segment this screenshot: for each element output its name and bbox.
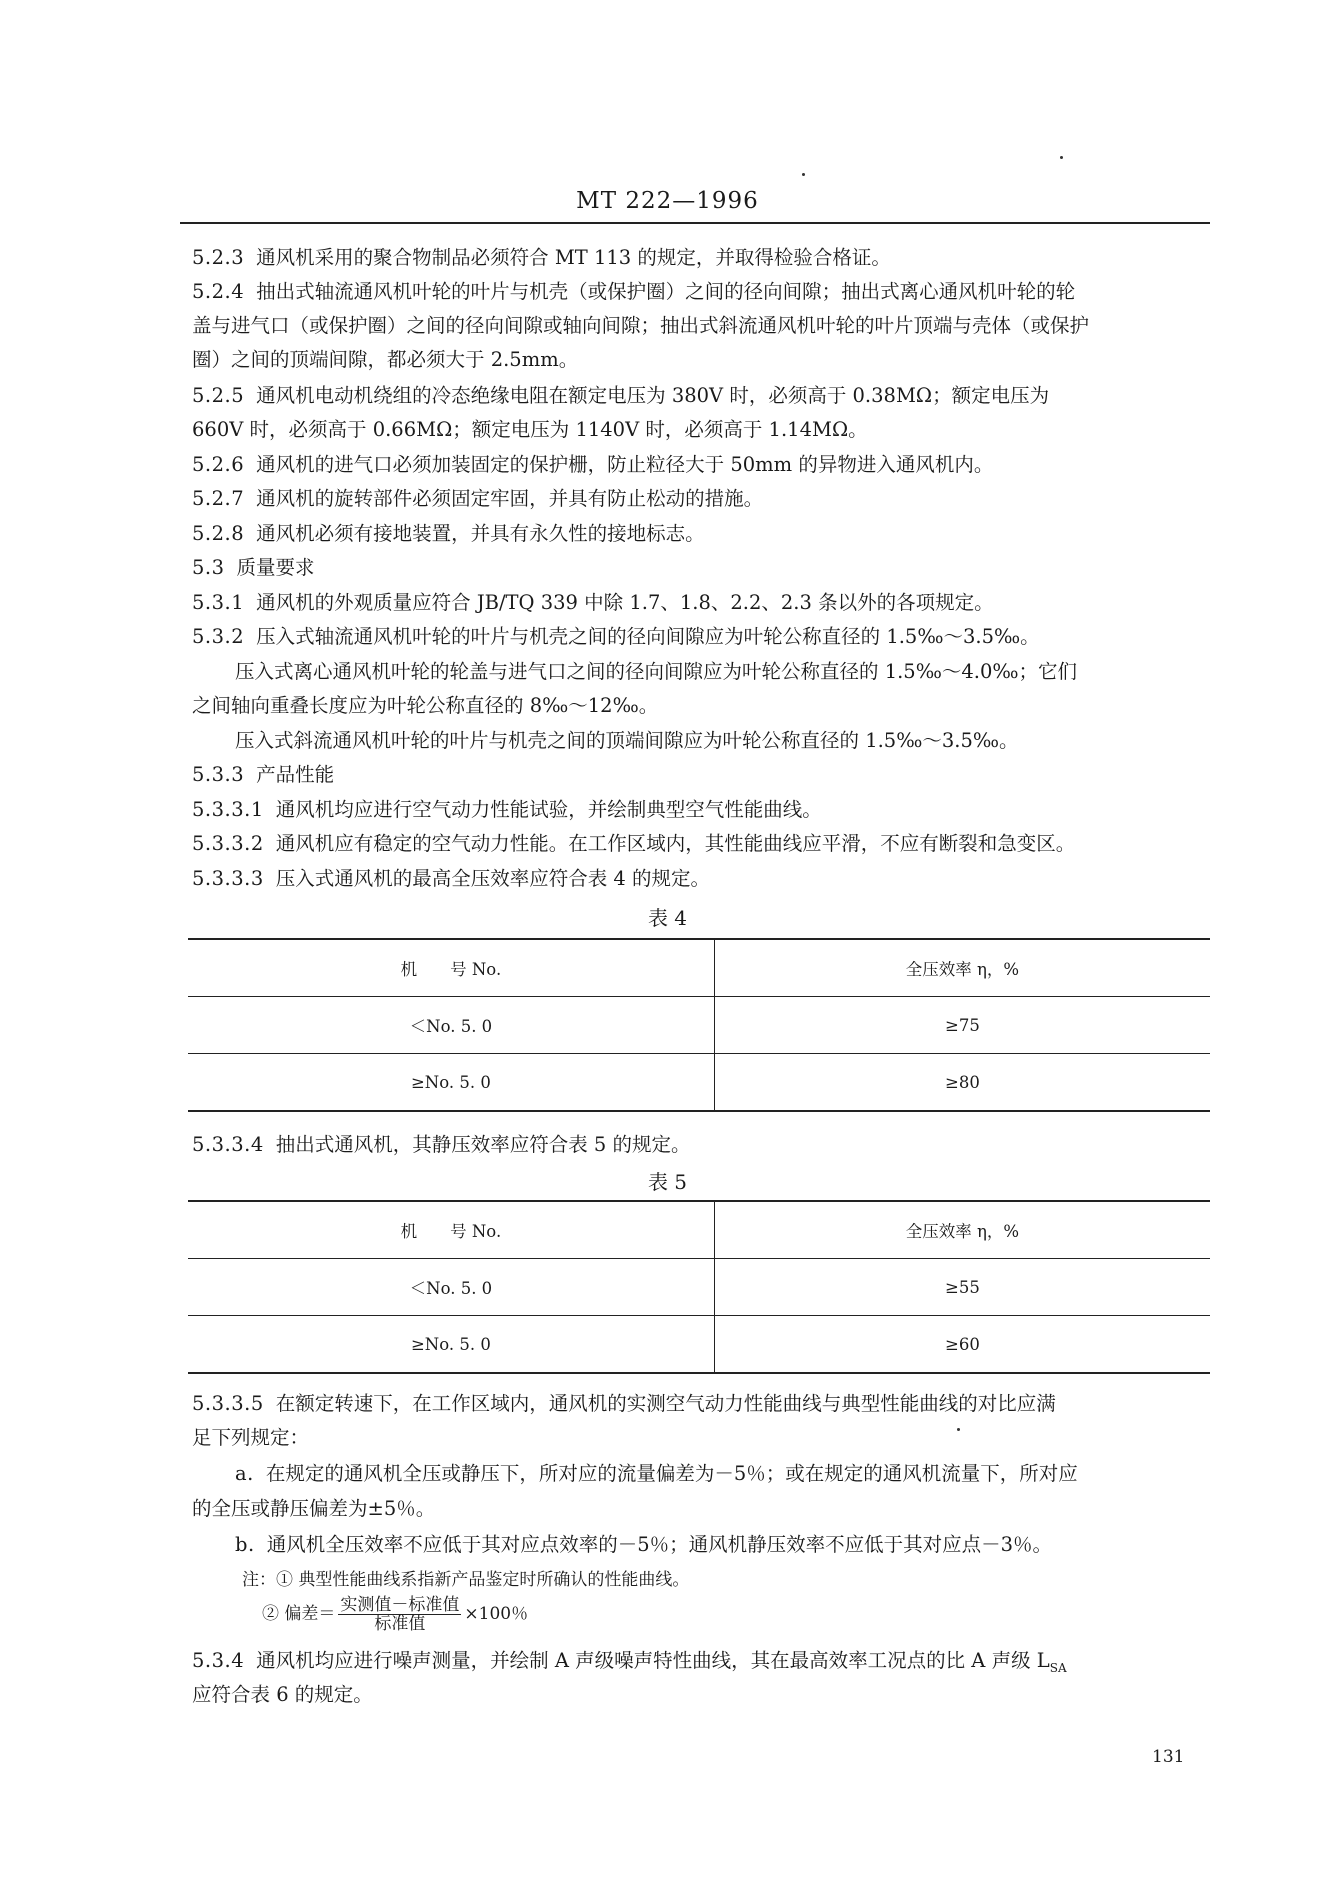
clause-text: 通风机均应进行噪声测量，并绘制 A 声级噪声特性曲线，其在最高效率工况点的比 A 声级 L <box>256 1649 1050 1672</box>
cell-machine-no: ＜No. 5. 0 <box>188 1259 714 1316</box>
table4-title: 表 4 <box>647 906 688 930</box>
clause-5-2-5 <box>192 383 1202 409</box>
lsa-subscript: SA <box>1049 1660 1067 1675</box>
clause-text: 通风机的外观质量应符合 JB/TQ 339 中除 1.7、1.8、2.2、2.3 条以外的各项规定。 <box>256 591 994 614</box>
clause-text: 抽出式轴流通风机叶轮的叶片与机壳（或保护圈）之间的径向间隙；抽出式离心通风机叶轮的轮 <box>256 280 1076 303</box>
clause-number: 5.3.3.2 <box>192 832 264 855</box>
cell-machine-no: ＜No. 5. 0 <box>188 997 714 1054</box>
table-header-row <box>188 939 1210 997</box>
clause-text: 质量要求 <box>236 556 315 579</box>
clause-text: 压入式轴流通风机叶轮的叶片与机壳之间的径向间隙应为叶轮公称直径的 1.5‰～3.5‰。 <box>256 625 1040 648</box>
page-header: MT 222—1996 <box>576 188 759 214</box>
clause-number: 5.2.5 <box>192 384 245 407</box>
clause-number: 5.3.3.4 <box>192 1133 264 1156</box>
clause-5-3-3-4 <box>192 1132 1202 1158</box>
clause-number: 5.3.3.5 <box>192 1392 264 1415</box>
clause-5-2-5-cont: 660V 时，必须高于 0.66MΩ；额定电压为 1140V 时，必须高于 1.14MΩ。 <box>192 418 868 441</box>
item-a-cont: 的全压或静压偏差为±5％。 <box>192 1497 436 1520</box>
clause-5-3-3 <box>192 762 1202 788</box>
note-1: 注：① 典型性能曲线系指新产品鉴定时所确认的性能曲线。 <box>242 1570 690 1590</box>
cell-efficiency: ≥75 <box>714 997 1210 1054</box>
cell-machine-no: ≥No. 5. 0 <box>188 1316 714 1374</box>
clause-5-2-3 <box>192 245 1202 271</box>
clause-text: 在额定转速下，在工作区域内，通风机的实测空气动力性能曲线与典型性能曲线的对比应满 <box>275 1392 1056 1415</box>
cell-efficiency: ≥60 <box>714 1316 1210 1374</box>
clause-number: 5.2.4 <box>192 280 245 303</box>
clause-text: 通风机的旋转部件必须固定牢固，并具有防止松动的措施。 <box>256 487 764 510</box>
clause-number: 5.3.1 <box>192 591 245 614</box>
item-text: 通风机全压效率不应低于其对应点效率的－5％；通风机静压效率不应低于其对应点－3％。 <box>266 1533 1053 1556</box>
clause-number: 5.3.3 <box>192 763 245 786</box>
clause-text: 通风机采用的聚合物制品必须符合 MT 113 的规定，并取得检验合格证。 <box>256 246 891 269</box>
cell-machine-no: ≥No. 5. 0 <box>188 1054 714 1112</box>
scan-speck <box>802 173 805 176</box>
clause-text: 通风机电动机绕组的冷态绝缘电阻在额定电压为 380V 时，必须高于 0.38MΩ；额定电压为 <box>256 384 1050 407</box>
clause-5-3-3-5-cont: 足下列规定： <box>192 1426 310 1449</box>
table5-title: 表 5 <box>647 1170 688 1194</box>
deviation-formula <box>338 1596 461 1633</box>
clause-text: 压入式通风机的最高全压效率应符合表 4 的规定。 <box>275 867 711 890</box>
clause-number: 5.2.6 <box>192 453 245 476</box>
note-2 <box>262 1596 528 1633</box>
clause-number: 5.3 <box>192 556 225 579</box>
header-rule <box>180 222 1210 224</box>
page-number: 131 <box>1152 1747 1185 1767</box>
note2-suffix: ×100％ <box>464 1604 529 1624</box>
header-efficiency: 全压效率 η，% <box>714 939 1210 997</box>
clause-text: 通风机的进气口必须加装固定的保护栅，防止粒径大于 50mm 的异物进入通风机内。 <box>256 453 994 476</box>
clause-text: 通风机应有稳定的空气动力性能。在工作区域内，其性能曲线应平滑，不应有断裂和急变区。 <box>275 832 1076 855</box>
table-header-row <box>188 1201 1210 1259</box>
clause-number: 5.2.7 <box>192 487 245 510</box>
clause-5-3-2-cont: 压入式斜流通风机叶轮的叶片与机壳之间的顶端间隙应为叶轮公称直径的 1.5‰～3.5‰。 <box>235 729 1019 752</box>
clause-number: 5.3.4 <box>192 1649 245 1672</box>
table4 <box>188 938 1210 1112</box>
formula-denominator: 标准值 <box>374 1614 426 1634</box>
clause-number: 5.3.2 <box>192 625 245 648</box>
clause-5-2-4-cont: 盖与进气口（或保护圈）之间的径向间隙或轴向间隙；抽出式斜流通风机叶轮的叶片顶端与壳体（或保护 <box>192 314 1090 337</box>
clause-text: 通风机必须有接地装置，并具有永久性的接地标志。 <box>256 522 705 545</box>
clause-5-3-2-cont: 压入式离心通风机叶轮的轮盖与进气口之间的径向间隙应为叶轮公称直径的 1.5‰～4.0‰；它们 <box>235 660 1078 683</box>
clause-5-3-2 <box>192 624 1202 650</box>
item-b <box>235 1532 1202 1558</box>
table-row <box>188 997 1210 1054</box>
formula-numerator: 实测值－标准值 <box>340 1595 460 1615</box>
header-machine-no: 机 号 No. <box>188 1201 714 1259</box>
clause-5-2-8 <box>192 521 1202 547</box>
table-row <box>188 1054 1210 1112</box>
clause-5-3-1 <box>192 590 1202 616</box>
clause-5-2-4-cont: 圈）之间的顶端间隙，都必须大于 2.5mm。 <box>192 348 579 371</box>
scan-speck <box>957 1428 960 1431</box>
cell-efficiency: ≥55 <box>714 1259 1210 1316</box>
clause-text: 通风机均应进行空气动力性能试验，并绘制典型空气性能曲线。 <box>275 798 822 821</box>
table-row <box>188 1259 1210 1316</box>
clause-5-3-4 <box>192 1648 1202 1681</box>
clause-text: 抽出式通风机，其静压效率应符合表 5 的规定。 <box>275 1133 691 1156</box>
clause-number: 5.2.3 <box>192 246 245 269</box>
header-efficiency: 全压效率 η，% <box>714 1201 1210 1259</box>
clause-number: 5.2.8 <box>192 522 245 545</box>
header-machine-no: 机 号 No. <box>188 939 714 997</box>
scan-speck <box>1060 156 1063 159</box>
table5 <box>188 1200 1210 1374</box>
item-marker: a. <box>235 1462 254 1485</box>
section-5-3 <box>192 555 1202 581</box>
clause-5-2-6 <box>192 452 1202 478</box>
item-text: 在规定的通风机全压或静压下，所对应的流量偏差为－5％；或在规定的通风机流量下，所对应 <box>265 1462 1078 1485</box>
clause-number: 5.3.3.3 <box>192 867 264 890</box>
clause-5-3-3-1 <box>192 797 1202 823</box>
cell-efficiency: ≥80 <box>714 1054 1210 1112</box>
table-row <box>188 1316 1210 1374</box>
clause-5-3-3-3 <box>192 866 1202 892</box>
note2-prefix: ② 偏差＝ <box>262 1604 336 1624</box>
clause-5-3-4-cont: 应符合表 6 的规定。 <box>192 1683 373 1706</box>
clause-5-3-2-cont: 之间轴向重叠长度应为叶轮公称直径的 8‰～12‰。 <box>192 694 659 717</box>
clause-text: 产品性能 <box>256 763 335 786</box>
item-marker: b. <box>235 1533 255 1556</box>
clause-5-2-7 <box>192 486 1202 512</box>
clause-number: 5.3.3.1 <box>192 798 264 821</box>
clause-5-3-3-2 <box>192 831 1202 857</box>
clause-5-2-4 <box>192 279 1202 305</box>
clause-5-3-3-5 <box>192 1391 1202 1417</box>
item-a <box>235 1461 1202 1487</box>
